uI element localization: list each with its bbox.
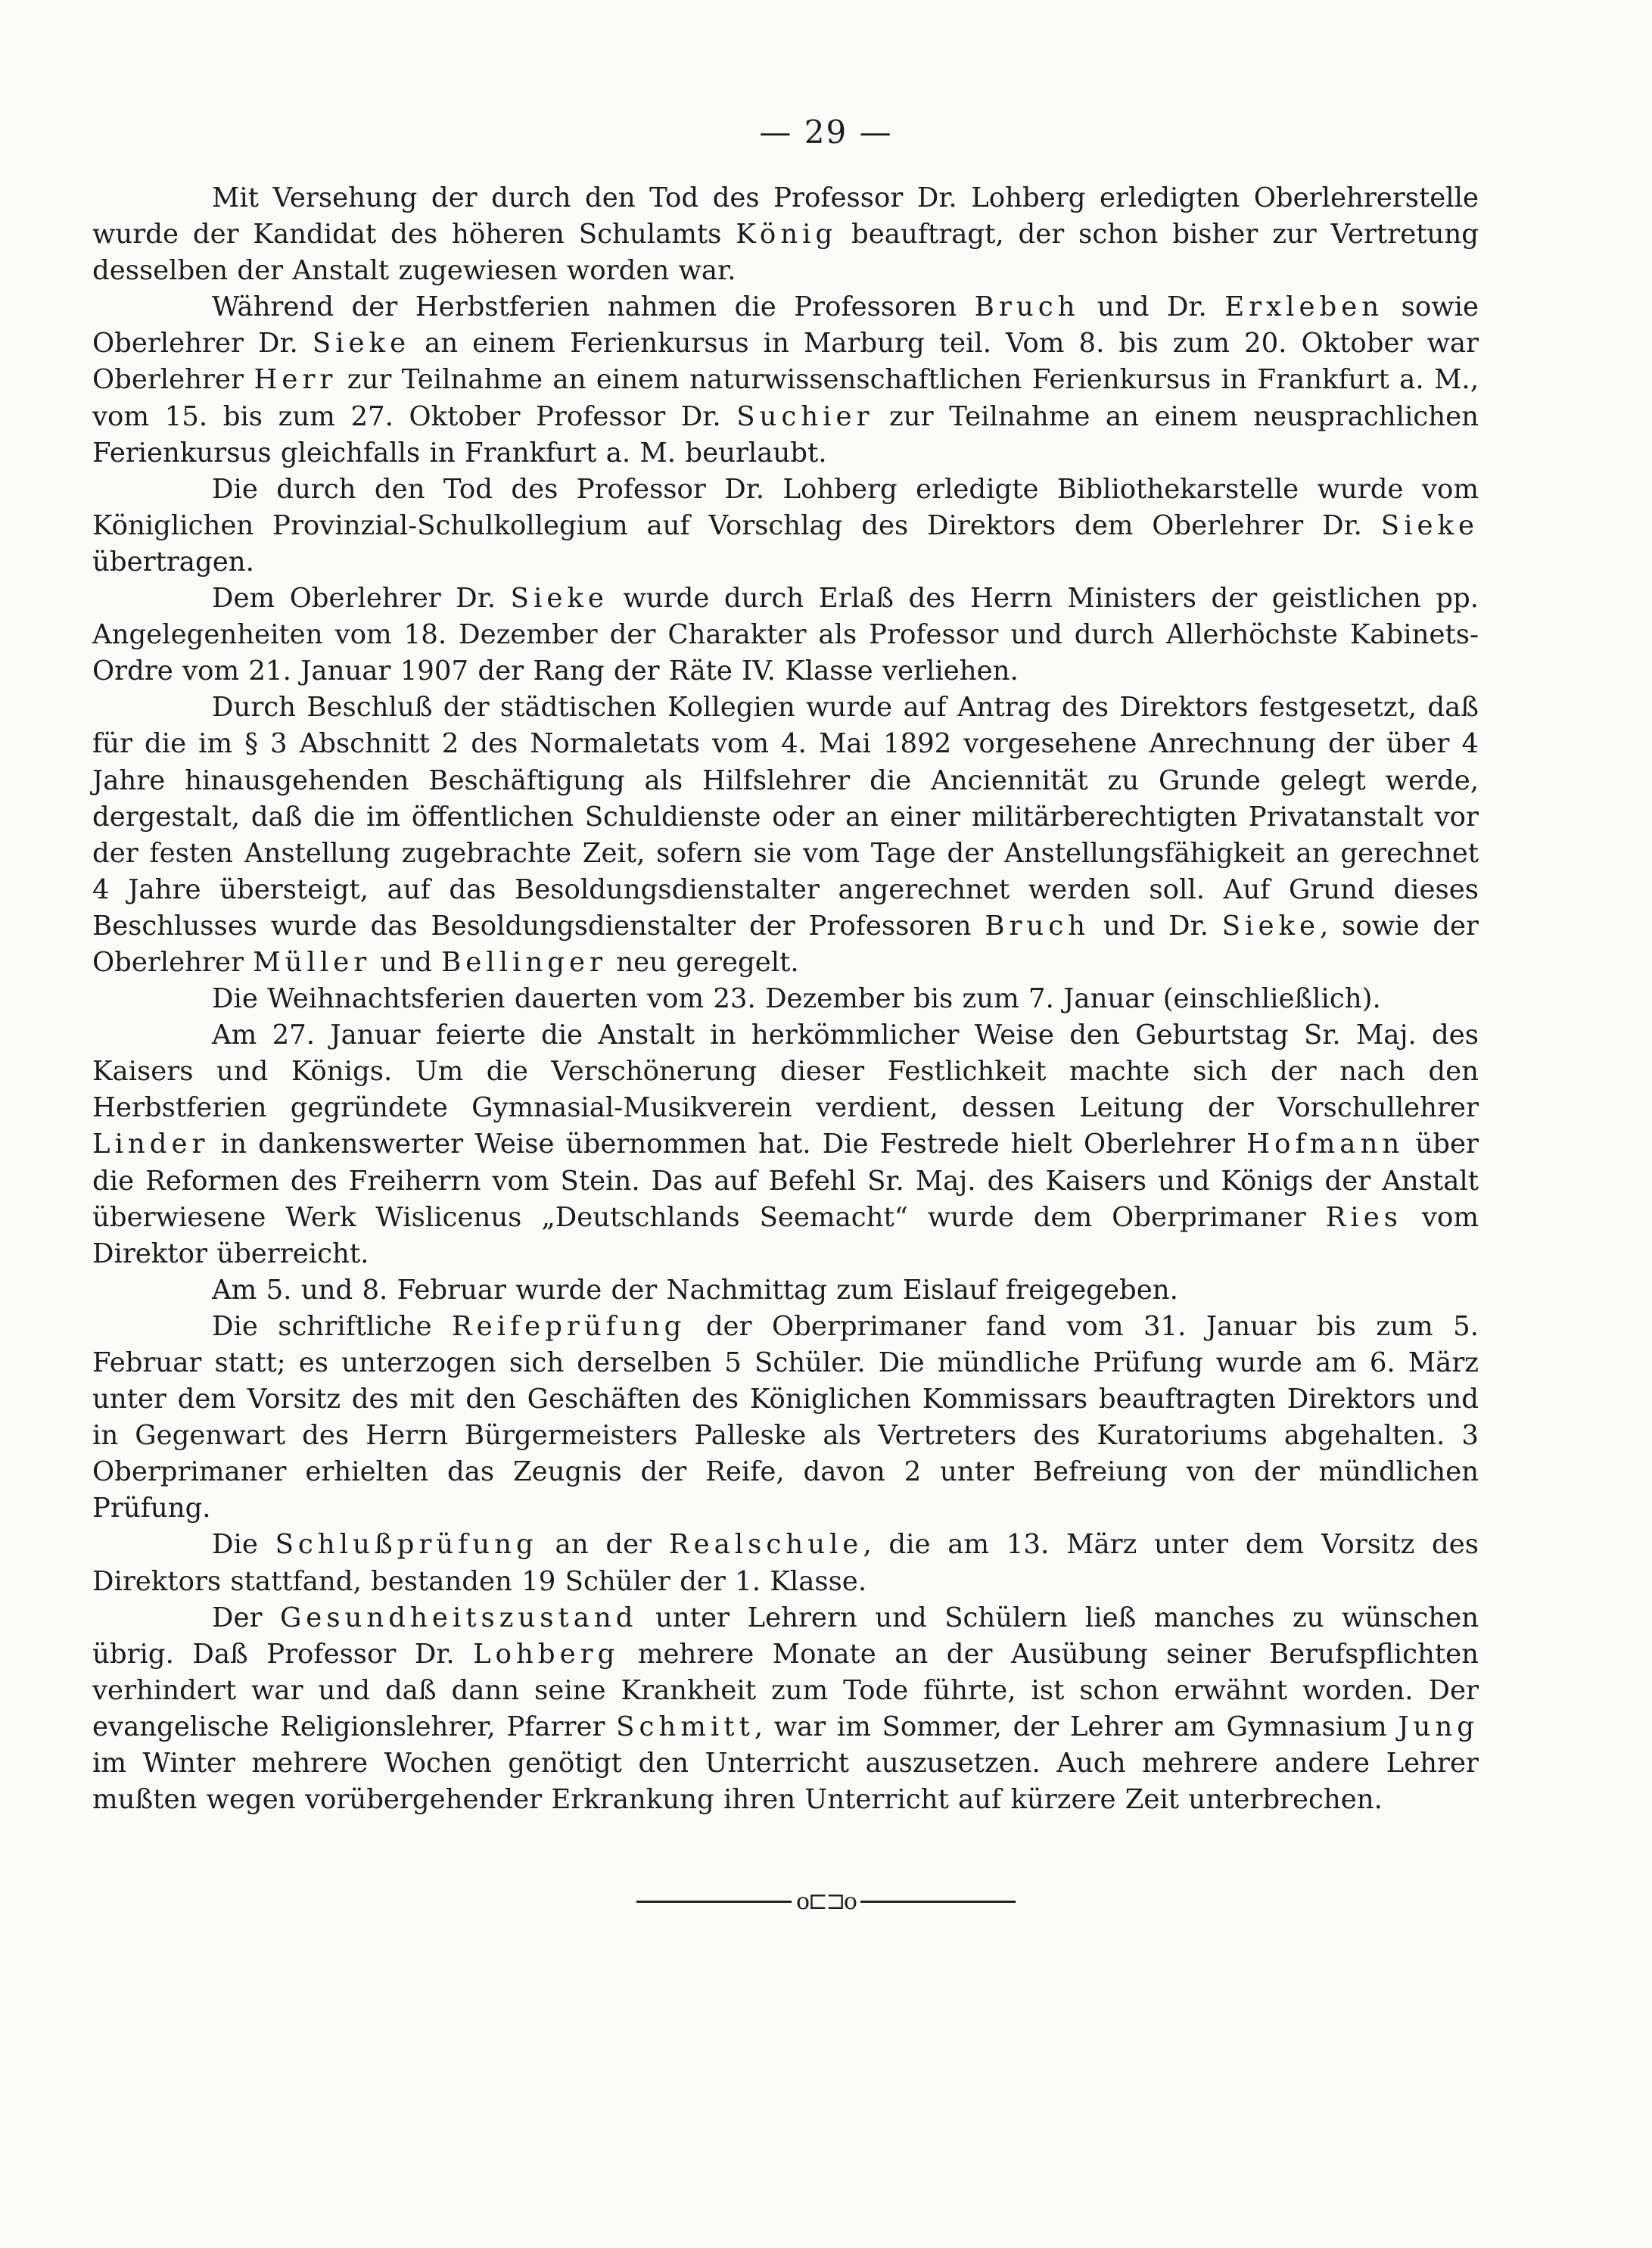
paragraph-text: Der: [212, 1602, 280, 1633]
paragraph-text: , sowie der Oberlehrer: [92, 910, 1479, 978]
spaced-name: Suchier: [736, 400, 874, 432]
spaced-name: Gesundheitszustand: [279, 1602, 638, 1633]
spaced-name: Realschule: [668, 1529, 863, 1561]
paragraph: [92, 180, 1479, 289]
page-number: — 29 —: [759, 114, 893, 151]
spaced-name: Hofmann: [1246, 1129, 1405, 1160]
paragraph: [92, 690, 1479, 981]
paragraph-text: wurde durch Erlaß des Herrn Ministers der geistlichen pp. Angelegenheiten vom 18. Dezember der Charakter als Professor und durch Allerhöchste Kabinets-Ordre vom 21. Januar 1907 der Rang der Räte IV. Klasse verliehen.: [92, 583, 1479, 687]
paragraph-text: , war im Sommer, der Lehrer am Gymnasium: [754, 1711, 1398, 1742]
paragraph-text: zur Teilnahme an einem naturwissenschaftlichen Ferienkursus in Frankfurt a. M., vom 15. bis zum 27. Oktober Professor Dr.: [92, 364, 1479, 432]
spaced-name: Linder: [92, 1129, 210, 1160]
spaced-name: Herr: [254, 364, 338, 396]
paragraph-text: an der: [537, 1529, 669, 1561]
paragraph-text: Die schriftliche: [212, 1310, 452, 1342]
show-through-text: [1082, 1930, 1566, 1965]
spaced-name: Schmitt: [616, 1711, 754, 1742]
spaced-name: Schlußprüfung: [275, 1529, 538, 1561]
spaced-name: Lohberg: [473, 1638, 620, 1670]
paragraph-text: vom Direktor überreicht.: [92, 1201, 1479, 1269]
paragraph-text: im Winter mehrere Wochen genötigt den Unterricht auszusetzen. Auch mehrere andere Lehrer mußten wegen vorübergehender Erkrankung ihren Unterricht auf kürzere Zeit unterbrechen.: [92, 1748, 1479, 1816]
spaced-name: Ries: [1325, 1201, 1402, 1233]
paragraph-text: Während der Herbstferien nahmen die Professoren: [212, 291, 975, 323]
paragraph: [92, 1309, 1479, 1527]
paragraph-text: Dem Oberlehrer Dr.: [212, 583, 511, 615]
spaced-name: Bruch: [974, 291, 1080, 323]
paragraph: [92, 1527, 1479, 1599]
paragraph: [92, 289, 1479, 471]
spaced-name: Sieke: [1380, 509, 1479, 541]
paragraph-text: beauftragt, der schon bisher zur Vertretung desselben der Anstalt zugewiesen worden war.: [92, 219, 1479, 287]
spaced-name: Erxleben: [1224, 291, 1384, 323]
paragraph-text: Am 5. und 8. Februar wurde der Nachmittag zum Eislauf freigegeben.: [212, 1274, 1178, 1306]
paragraph-text: Mit Versehung der durch den Tod des Professor Dr. Lohberg erledigten Oberlehrerstelle wurde der Kandidat des höheren Schulamts: [92, 182, 1479, 251]
spaced-name: Sieke: [1221, 910, 1320, 942]
paragraph-text: und: [371, 946, 442, 978]
paragraph-text: an einem Ferienkursus in Marburg teil. Vom 8. bis zum 20. Oktober war Oberlehrer: [92, 328, 1479, 396]
paragraph-text: und Dr.: [1079, 291, 1225, 323]
paragraph: [92, 981, 1479, 1017]
paragraph-text: der Oberprimaner fand vom 31. Januar bis zum 5. Februar statt; es unterzogen sich derselben 5 Schüler. Die mündliche Prüfung wurde am 6. März unter dem Vorsitz des mit den Geschäften des Königlichen Kommissars beauftragten Direktors und in Gegenwart des Herrn Bürgermeisters Palleske als Vertreters des Kuratoriums abgehalten. 3 Oberprimaner erhielten das Zeugnis der Reife, davon 2 unter Befreiung von der mündlichen Prüfung.: [92, 1310, 1479, 1524]
spaced-name: Bruch: [985, 910, 1090, 942]
paragraph-text: Die: [212, 1529, 275, 1561]
paragraph: [92, 1017, 1479, 1272]
paragraph-text: neu geregelt.: [606, 946, 799, 978]
paragraph-text: Die Weihnachtsferien dauerten vom 23. Dezember bis zum 7. Januar (einschließlich).: [212, 983, 1381, 1015]
spaced-name: Reifeprüfung: [451, 1310, 686, 1342]
body-text: [92, 180, 1479, 1818]
paragraph: [92, 472, 1479, 581]
paragraph-text: sowie Oberlehrer Dr.: [92, 291, 1479, 360]
paragraph-text: , die am 13. März unter dem Vorsitz des Direktors stattfand, bestanden 19 Schüler der 1. Klasse.: [92, 1529, 1479, 1597]
paragraph-text: zur Teilnahme an einem neusprachlichen Ferienkursus gleichfalls in Frankfurt a. M. beurlaubt.: [92, 400, 1479, 469]
ornament-line-left: [636, 1901, 792, 1903]
paragraph: [92, 581, 1479, 690]
ornament-line-right: [860, 1901, 1016, 1903]
spaced-name: Bellinger: [441, 946, 607, 978]
paragraph-text: Die durch den Tod des Professor Dr. Lohberg erledigte Bibliothekarstelle wurde vom Königlichen Provinzial-Schulkollegium auf Vorschlag des Direktors dem Oberlehrer Dr.: [92, 473, 1479, 541]
spaced-name: Sieke: [312, 328, 411, 360]
ornament-glyph: o⊏⊐o: [796, 1888, 856, 1915]
paragraph-text: in dankenswerter Weise übernommen hat. Die Festrede hielt Oberlehrer: [209, 1129, 1247, 1160]
paragraph-text: unter Lehrern und Schülern ließ manches zu wünschen übrig. Daß Professor Dr.: [92, 1602, 1479, 1670]
spaced-name: König: [736, 219, 838, 251]
paragraph-text: mehrere Monate an der Ausübung seiner Berufspflichten verhindert war und daß dann seine Krankheit zum Tode führte, ist schon erwähnt worden. Der evangelische Religionslehrer, Pfarrer: [92, 1638, 1479, 1742]
paragraph-text: über die Reformen des Freiherrn vom Stein. Das auf Befehl Sr. Maj. des Kaisers und Königs der Anstalt überwiesene Werk Wislicenus „Deutschlands Seemacht“ wurde dem Oberprimaner: [92, 1129, 1479, 1233]
paragraph-text: Am 27. Januar feierte die Anstalt in herkömmlicher Weise den Geburtstag Sr. Maj. des Kaisers und Königs. Um die Verschönerung dieser Festlichkeit machte sich der nach den Herbstferien gegründete Gymnasial-Musikverein verdient, dessen Leitung der Vorschullehrer: [92, 1020, 1479, 1124]
paragraph-text: übertragen.: [92, 546, 254, 578]
paragraph: [92, 1600, 1479, 1819]
spaced-name: Müller: [253, 946, 372, 978]
spaced-name: Sieke: [510, 583, 608, 615]
paragraph-text: und Dr.: [1090, 910, 1222, 942]
paragraph: [92, 1272, 1479, 1309]
paragraph-text: Durch Beschluß der städtischen Kollegien wurde auf Antrag des Direktors festgesetzt, daß für die im § 3 Abschnitt 2 des Normaletats vom 4. Mai 1892 vorgesehene Anrechnung der über 4 Jahre hinausgehenden Beschäftigung als Hilfslehrer die Anciennität zu Grunde gelegt werde, dergestalt, daß die im öffentlichen Schuldienste oder an einer militärberechtigten Privatanstalt vor der festen Anstellung zugebrachte Zeit, sofern sie vom Tage der Anstellungsfähigkeit an gerechnet 4 Jahre übersteigt, auf das Besoldungsdienstalter angerechnet werden soll. Auf Grund dieses Beschlusses wurde das Besoldungsdienstalter der Professoren: [92, 692, 1479, 942]
closing-ornament: [0, 1888, 1652, 1915]
spaced-name: Jung: [1398, 1711, 1479, 1742]
